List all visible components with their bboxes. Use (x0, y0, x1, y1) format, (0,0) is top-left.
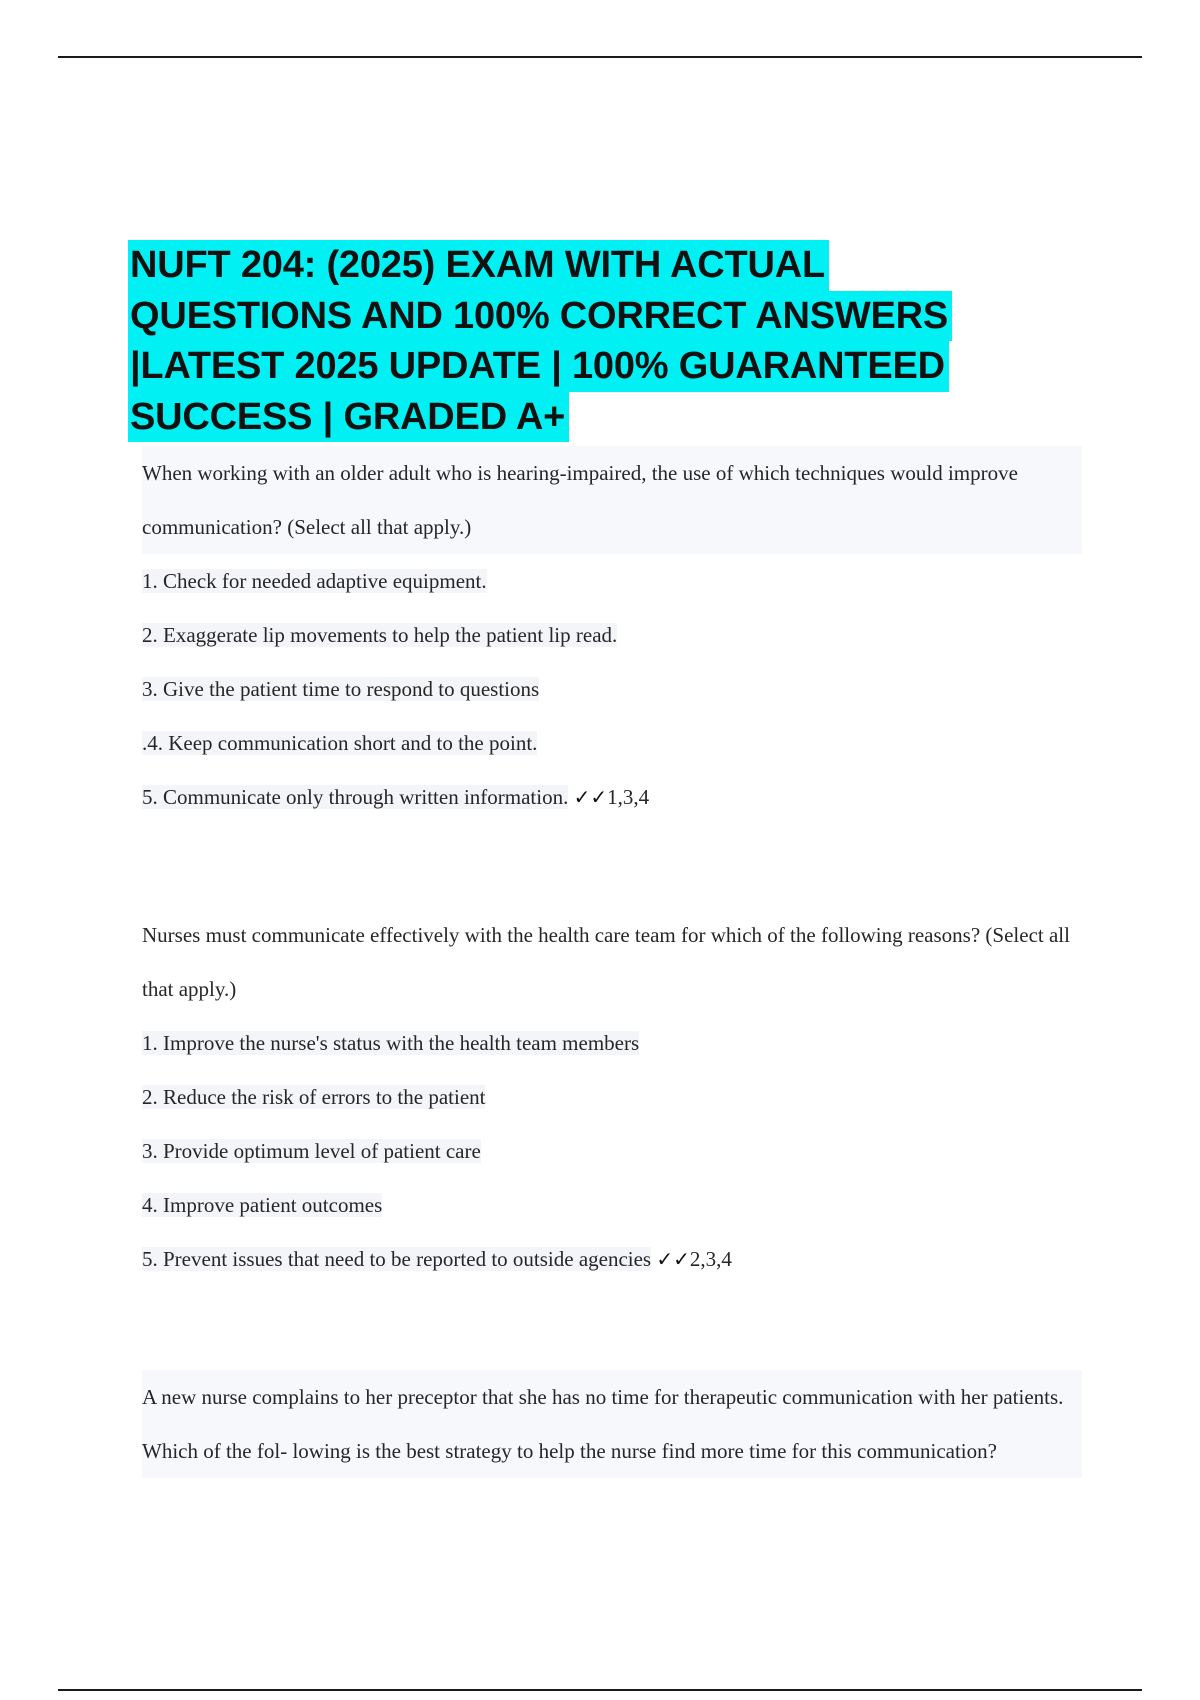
answer-option: 4. Improve patient outcomes (142, 1193, 383, 1217)
answer-option: 2. Reduce the risk of errors to the patient (142, 1085, 486, 1109)
checkmark-icon: ✓✓ (573, 785, 608, 809)
header-rule (58, 56, 1142, 58)
title-line-4: SUCCESS | GRADED A+ (128, 392, 569, 443)
question-1 (142, 446, 1082, 824)
footer-rule (58, 1689, 1142, 1691)
document-body (142, 446, 1082, 1562)
answer-option: 5. Communicate only through written information. ✓✓1,3,4 (142, 785, 650, 809)
question-text: A new nurse complains to her preceptor that she has no time for therapeutic communication with her patients. Which of the fol- lowing is the best strategy to help the nurse find more time for this communication? (142, 1370, 1082, 1478)
question-text: When working with an older adult who is hearing-impaired, the use of which techniques would improve communication? (Select all that apply.) (142, 446, 1082, 554)
answer-option: .4. Keep communication short and to the point. (142, 731, 538, 755)
answer-option: 3. Provide optimum level of patient care (142, 1139, 481, 1163)
title-line-1: NUFT 204: (2025) EXAM WITH ACTUAL (128, 240, 829, 291)
answer-option: 5. Prevent issues that need to be reported to outside agencies ✓✓2,3,4 (142, 1247, 732, 1271)
checkmark-icon: ✓✓ (656, 1247, 690, 1271)
document-title (128, 240, 1048, 442)
correct-answer: 2,3,4 (689, 1247, 732, 1271)
question-2 (142, 908, 1082, 1286)
question-text: Nurses must communicate effectively with the health care team for which of the following reasons? (Select all that apply.) (142, 923, 1070, 1001)
answer-option: 1. Improve the nurse's status with the health team members (142, 1031, 640, 1055)
title-line-2: QUESTIONS AND 100% CORRECT ANSWERS (128, 291, 952, 342)
title-line-3: |LATEST 2025 UPDATE | 100% GUARANTEED (128, 341, 949, 392)
answer-option: 2. Exaggerate lip movements to help the patient lip read. (142, 623, 618, 647)
correct-answer: 1,3,4 (607, 785, 650, 809)
answer-option: 3. Give the patient time to respond to questions (142, 677, 540, 701)
question-3 (142, 1370, 1082, 1478)
answer-option: 1. Check for needed adaptive equipment. (142, 569, 487, 593)
